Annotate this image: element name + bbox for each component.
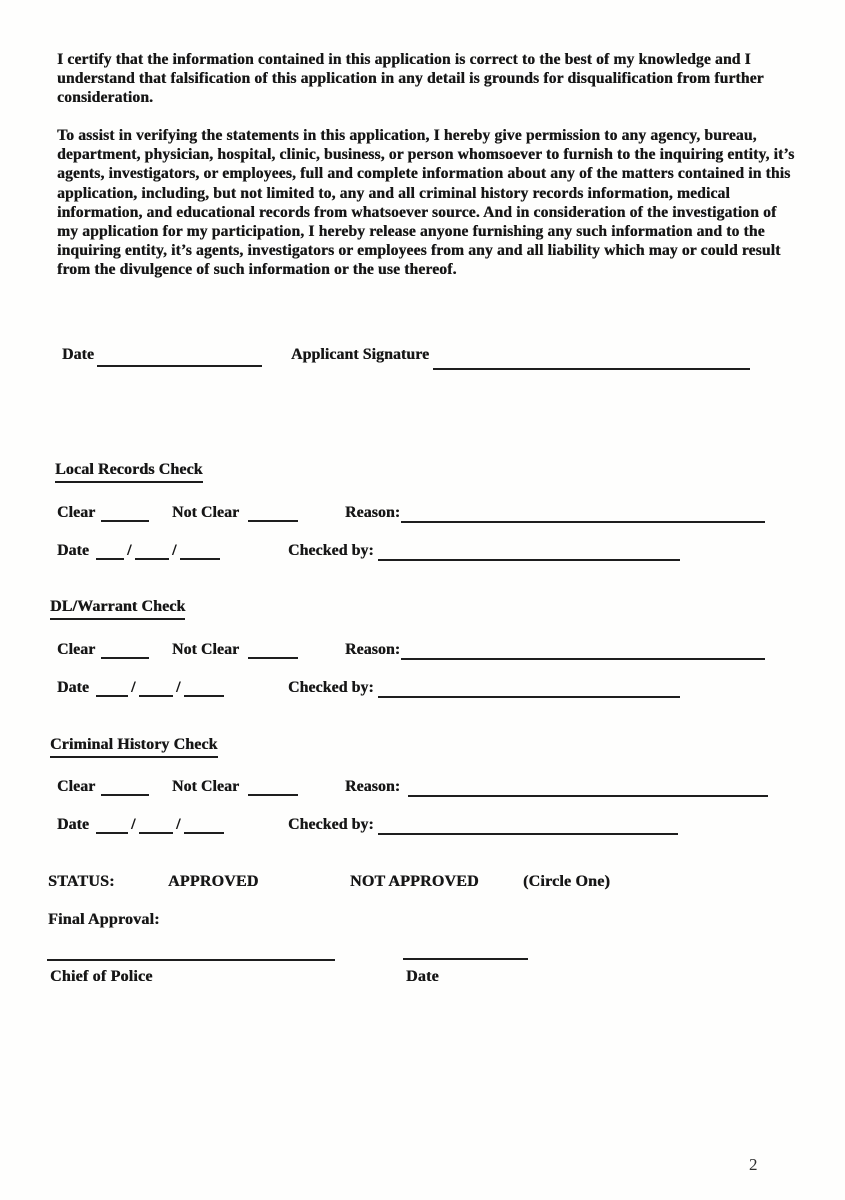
date-year-line bbox=[184, 832, 224, 834]
date-label: Date bbox=[62, 346, 94, 363]
date-year-line bbox=[180, 558, 220, 560]
date-day-line bbox=[139, 695, 173, 697]
date-separator: / bbox=[127, 542, 132, 559]
date-year-line bbox=[184, 695, 224, 697]
reason-label: Reason: bbox=[345, 778, 401, 795]
date-line bbox=[97, 365, 262, 367]
date-separator: / bbox=[131, 679, 136, 696]
not-clear-label: Not Clear bbox=[172, 504, 240, 521]
clear-label: Clear bbox=[57, 504, 96, 521]
checked-by-label: Checked by: bbox=[288, 542, 374, 559]
not-clear-line bbox=[248, 520, 298, 522]
checked-by-line bbox=[378, 696, 680, 698]
clear-label: Clear bbox=[57, 641, 96, 658]
reason-label: Reason: bbox=[345, 504, 401, 521]
section-criminal-history-check bbox=[0, 736, 845, 851]
page-number: 2 bbox=[749, 1155, 758, 1174]
date-day-line bbox=[135, 558, 169, 560]
clear-label: Clear bbox=[57, 778, 96, 795]
applicant-signature-line bbox=[433, 368, 750, 370]
reason-line bbox=[408, 795, 768, 797]
chief-of-police-label: Chief of Police bbox=[50, 968, 153, 985]
approval-date-line bbox=[403, 958, 528, 960]
section-local-records-check bbox=[0, 461, 845, 576]
release-permission-paragraph: To assist in verifying the statements in this application, I hereby give permission to any agency, bureau, department, physician, hospital, clinic, business, or person whomsoever to furnish to the inquiring entity, it’s agents, investigators, or employees, full and complete information about any of the matters contained in this application, including, but not limited to, any and all criminal history records information, medical information, and educational records from whatsoever source. And in consideration of the investigation of my application for my participation, I hereby release anyone furnishing any such information and to the inquiring entity, it’s agents, investigators or employees from any and all liability which may or could result from the divulgence of such information or the use thereof. bbox=[57, 127, 795, 279]
date-month-line bbox=[96, 558, 124, 560]
clear-line bbox=[101, 520, 149, 522]
reason-line bbox=[401, 658, 765, 660]
checked-by-label: Checked by: bbox=[288, 679, 374, 696]
date-month-line bbox=[96, 695, 128, 697]
clear-line bbox=[101, 794, 149, 796]
checked-by-line bbox=[378, 559, 680, 561]
date-separator: / bbox=[131, 816, 136, 833]
not-clear-line bbox=[248, 657, 298, 659]
date-day-line bbox=[139, 832, 173, 834]
checked-by-label: Checked by: bbox=[288, 816, 374, 833]
certification-paragraph: I certify that the information contained in this application is correct to the best of my knowledge and I understand that falsification of this application in any detail is grounds for disqualification from further consideration. bbox=[57, 51, 764, 107]
not-clear-line bbox=[248, 794, 298, 796]
date-label: Date bbox=[57, 679, 89, 696]
date-separator: / bbox=[176, 816, 181, 833]
section-title: DL/Warrant Check bbox=[50, 598, 185, 620]
date-label: Date bbox=[57, 542, 89, 559]
section-title: Local Records Check bbox=[55, 461, 203, 483]
not-clear-label: Not Clear bbox=[172, 778, 240, 795]
checked-by-line bbox=[378, 833, 678, 835]
status-label: STATUS: bbox=[48, 873, 115, 890]
applicant-signature-label: Applicant Signature bbox=[291, 346, 430, 363]
circle-one-note: (Circle One) bbox=[523, 873, 610, 890]
section-title: Criminal History Check bbox=[50, 736, 218, 758]
reason-label: Reason: bbox=[345, 641, 401, 658]
date-separator: / bbox=[172, 542, 177, 559]
status-approved-option: APPROVED bbox=[168, 873, 259, 890]
section-dl-warrant-check bbox=[0, 598, 845, 713]
date-month-line bbox=[96, 832, 128, 834]
date-label: Date bbox=[57, 816, 89, 833]
status-not-approved-option: NOT APPROVED bbox=[350, 873, 479, 890]
clear-line bbox=[101, 657, 149, 659]
date-separator: / bbox=[176, 679, 181, 696]
final-approval-label: Final Approval: bbox=[48, 911, 160, 928]
chief-of-police-signature-line bbox=[47, 959, 335, 961]
not-clear-label: Not Clear bbox=[172, 641, 240, 658]
reason-line bbox=[401, 521, 765, 523]
approval-date-label: Date bbox=[406, 968, 439, 985]
